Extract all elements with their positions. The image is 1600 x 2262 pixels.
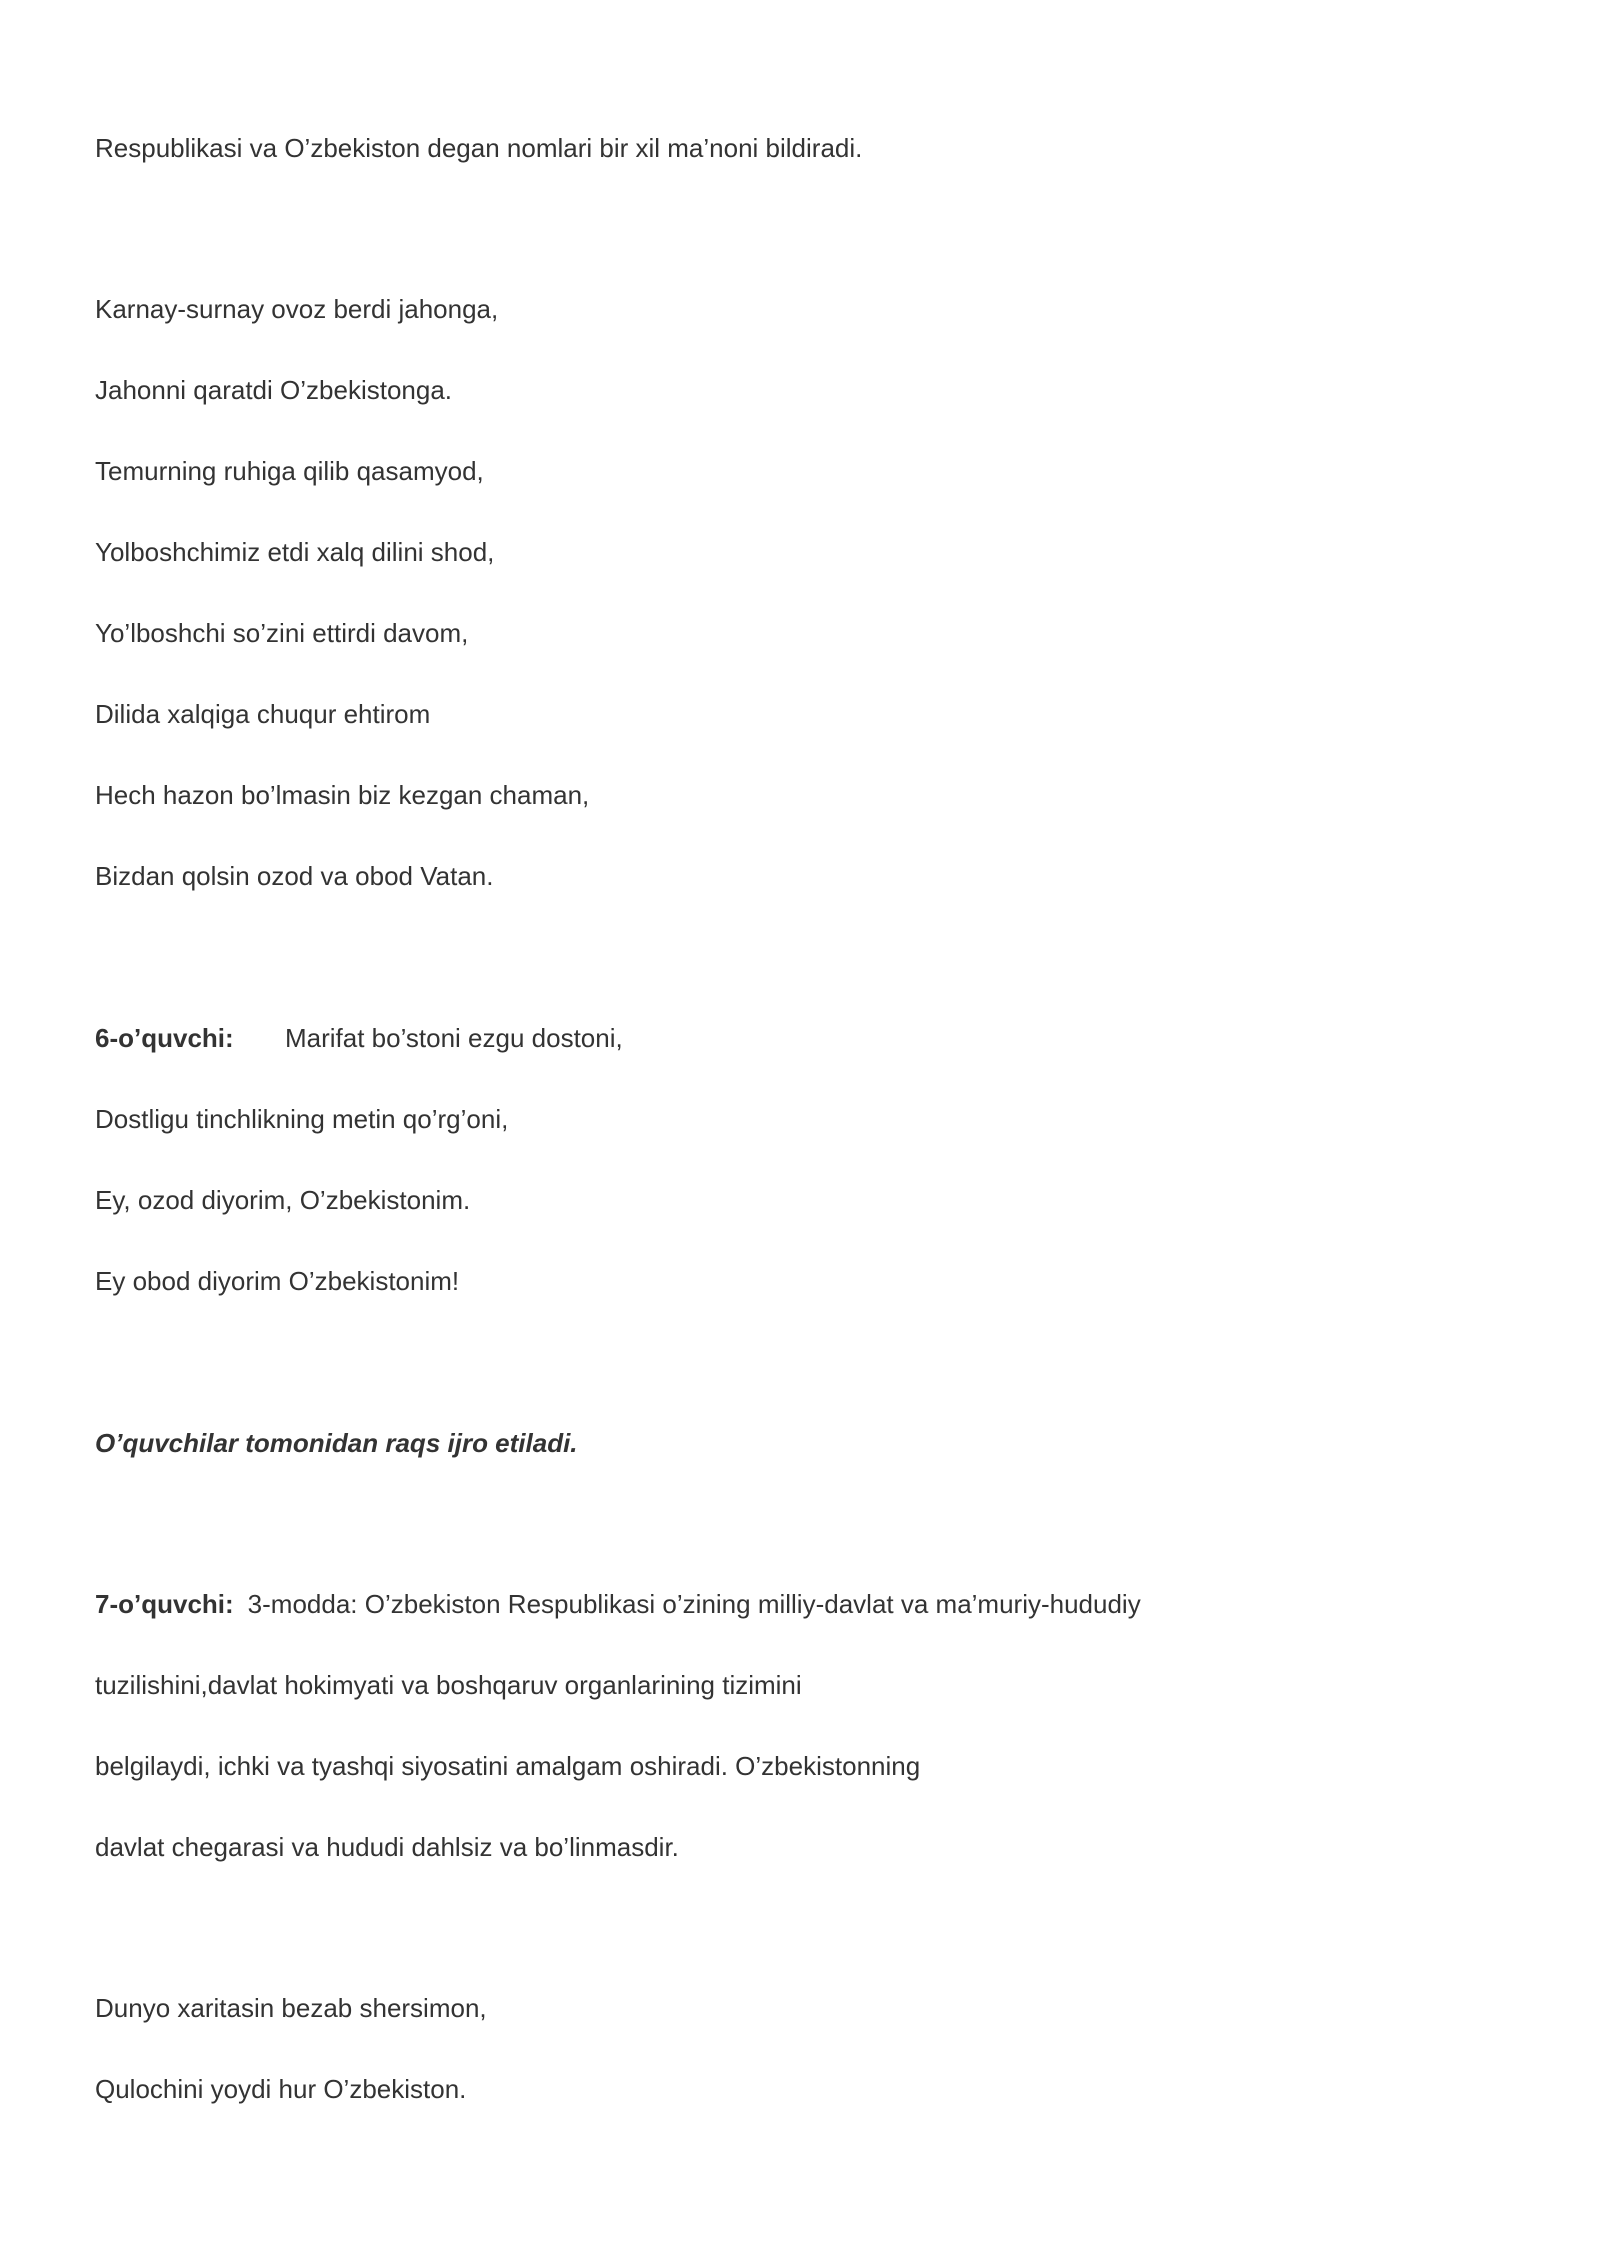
paragraph-line: belgilaydi, ichki va tyashqi siyosatini amalgam oshiradi. O’zbekistonning [95, 1751, 921, 1781]
poem-line: Hech hazon bo’lmasin biz kezgan chaman, [95, 780, 590, 810]
paragraph-line: davlat chegarasi va hududi dahlsiz va bo’linmasdir. [95, 1832, 679, 1862]
poem-line: Jahonni qaratdi O’zbekistonga. [95, 375, 453, 405]
speaker-text: Marifat bo’stoni ezgu dostoni, [285, 1023, 623, 1053]
stage-direction: O’quvchilar tomonidan raqs ijro etiladi. [95, 1428, 578, 1458]
poem-line: Karnay-surnay ovoz berdi jahonga, [95, 294, 499, 324]
poem-line: Yolboshchimiz etdi xalq dilini shod, [95, 537, 495, 567]
poem-line: Ey obod diyorim O’zbekistonim! [95, 1266, 460, 1296]
paragraph-line: tuzilishini,davlat hokimyati va boshqaruv organlarining tizimini [95, 1670, 802, 1700]
poem-line: Yo’lboshchi so’zini ettirdi davom, [95, 618, 469, 648]
poem-line: Ey, ozod diyorim, O’zbekistonim. [95, 1185, 471, 1215]
poem-line: Dilida xalqiga chuqur ehtirom [95, 699, 431, 729]
speaker-text: 3-modda: O’zbekiston Respublikasi o’zining milliy-davlat va ma’muriy-hududiy [247, 1589, 1141, 1619]
poem-line: Dunyo xaritasin bezab shersimon, [95, 1993, 487, 2023]
speaker-6-line [95, 1022, 623, 1054]
speaker-label: 6-o’quvchi: [95, 1023, 234, 1053]
speaker-7-line [95, 1588, 1141, 1620]
poem-line: Dostligu tinchlikning metin qo’rg’oni, [95, 1104, 509, 1134]
intro-line: Respublikasi va O’zbekiston degan nomlari bir xil ma’noni bildiradi. [95, 133, 863, 163]
poem-line: Temurning ruhiga qilib qasamyod, [95, 456, 484, 486]
poem-line: Qulochini yoydi hur O’zbekiston. [95, 2074, 467, 2104]
poem-line: Bizdan qolsin ozod va obod Vatan. [95, 861, 494, 891]
speaker-label: 7-o’quvchi: [95, 1589, 234, 1619]
